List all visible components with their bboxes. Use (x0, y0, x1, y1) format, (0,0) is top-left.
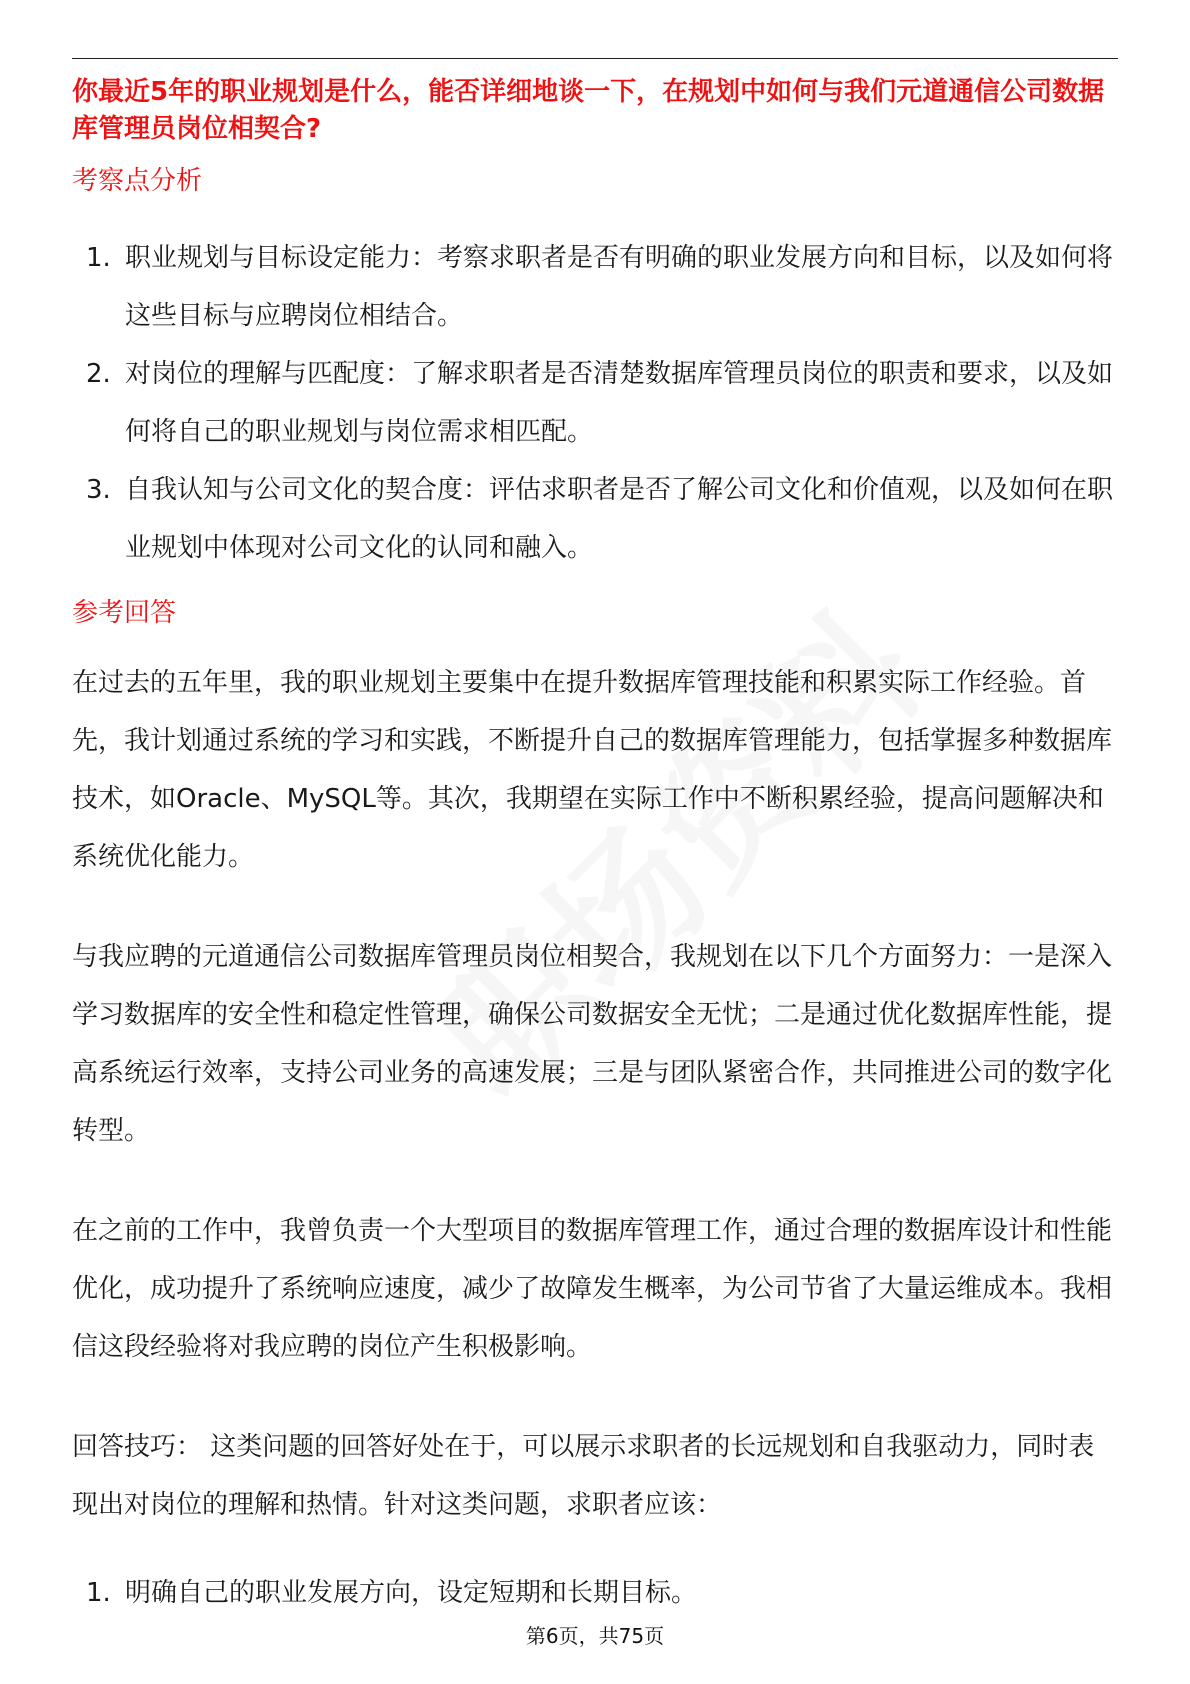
list-item-text: 对岗位的理解与匹配度：了解求职者是否清楚数据库管理员岗位的职责和要求，以及如何将自己的职业规划与岗位需求相匹配。 (125, 359, 1114, 447)
answer-tips-paragraph: 回答技巧： 这类问题的回答好处在于，可以展示求职者的长远规划和自我驱动力，同时表现出对岗位的理解和热情。针对这类问题，求职者应该： (72, 1432, 1095, 1520)
analysis-list (72, 229, 1118, 577)
answer-paragraph: 在过去的五年里，我的职业规划主要集中在提升数据库管理技能和积累实际工作经验。首先，我计划通过系统的学习和实践，不断提升自己的数据库管理能力，包括掌握多种数据库技术，如Oracle、MySQL等。其次，我期望在实际工作中不断积累经验，提高问题解决和系统优化能力。 (72, 668, 1113, 872)
page-content (72, 74, 1118, 1622)
answer-paragraph: 与我应聘的元道通信公司数据库管理员岗位相契合，我规划在以下几个方面努力：一是深入学习数据库的安全性和稳定性管理，确保公司数据安全无忧；二是通过优化数据库性能，提高系统运行效率，支持公司业务的高速发展；三是与团队紧密合作，共同推进公司的数字化转型。 (72, 942, 1113, 1146)
list-item-number: 2. (86, 359, 111, 389)
list-item-number: 3. (86, 475, 111, 505)
top-rule (72, 58, 1118, 59)
list-item-text: 明确自己的职业发展方向，设定短期和长期目标。 (125, 1578, 698, 1608)
list-item (72, 229, 1118, 345)
list-item (72, 1564, 1118, 1622)
tips-list (72, 1564, 1118, 1622)
list-item-number: 1. (86, 243, 111, 273)
answer-title: 参考回答 (72, 598, 177, 628)
list-item (72, 461, 1118, 577)
list-item (72, 345, 1118, 461)
list-item-number: 1. (86, 1578, 111, 1608)
answer-paragraph: 在之前的工作中，我曾负责一个大型项目的数据库管理工作，通过合理的数据库设计和性能优化，成功提升了系统响应速度，减少了故障发生概率，为公司节省了大量运维成本。我相信这段经验将对我应聘的岗位产生积极影响。 (72, 1216, 1113, 1362)
question-heading: 你最近5年的职业规划是什么，能否详细地谈一下，在规划中如何与我们元道通信公司数据库管理员岗位相契合? (72, 77, 1105, 144)
list-item-text: 职业规划与目标设定能力：考察求职者是否有明确的职业发展方向和目标，以及如何将这些目标与应聘岗位相结合。 (125, 243, 1114, 331)
list-item-text: 自我认知与公司文化的契合度：评估求职者是否了解公司文化和价值观，以及如何在职业规划中体现对公司文化的认同和融入。 (125, 475, 1114, 563)
page-number-footer: 第6页，共75页 (525, 1624, 665, 1648)
analysis-title: 考察点分析 (72, 166, 203, 196)
